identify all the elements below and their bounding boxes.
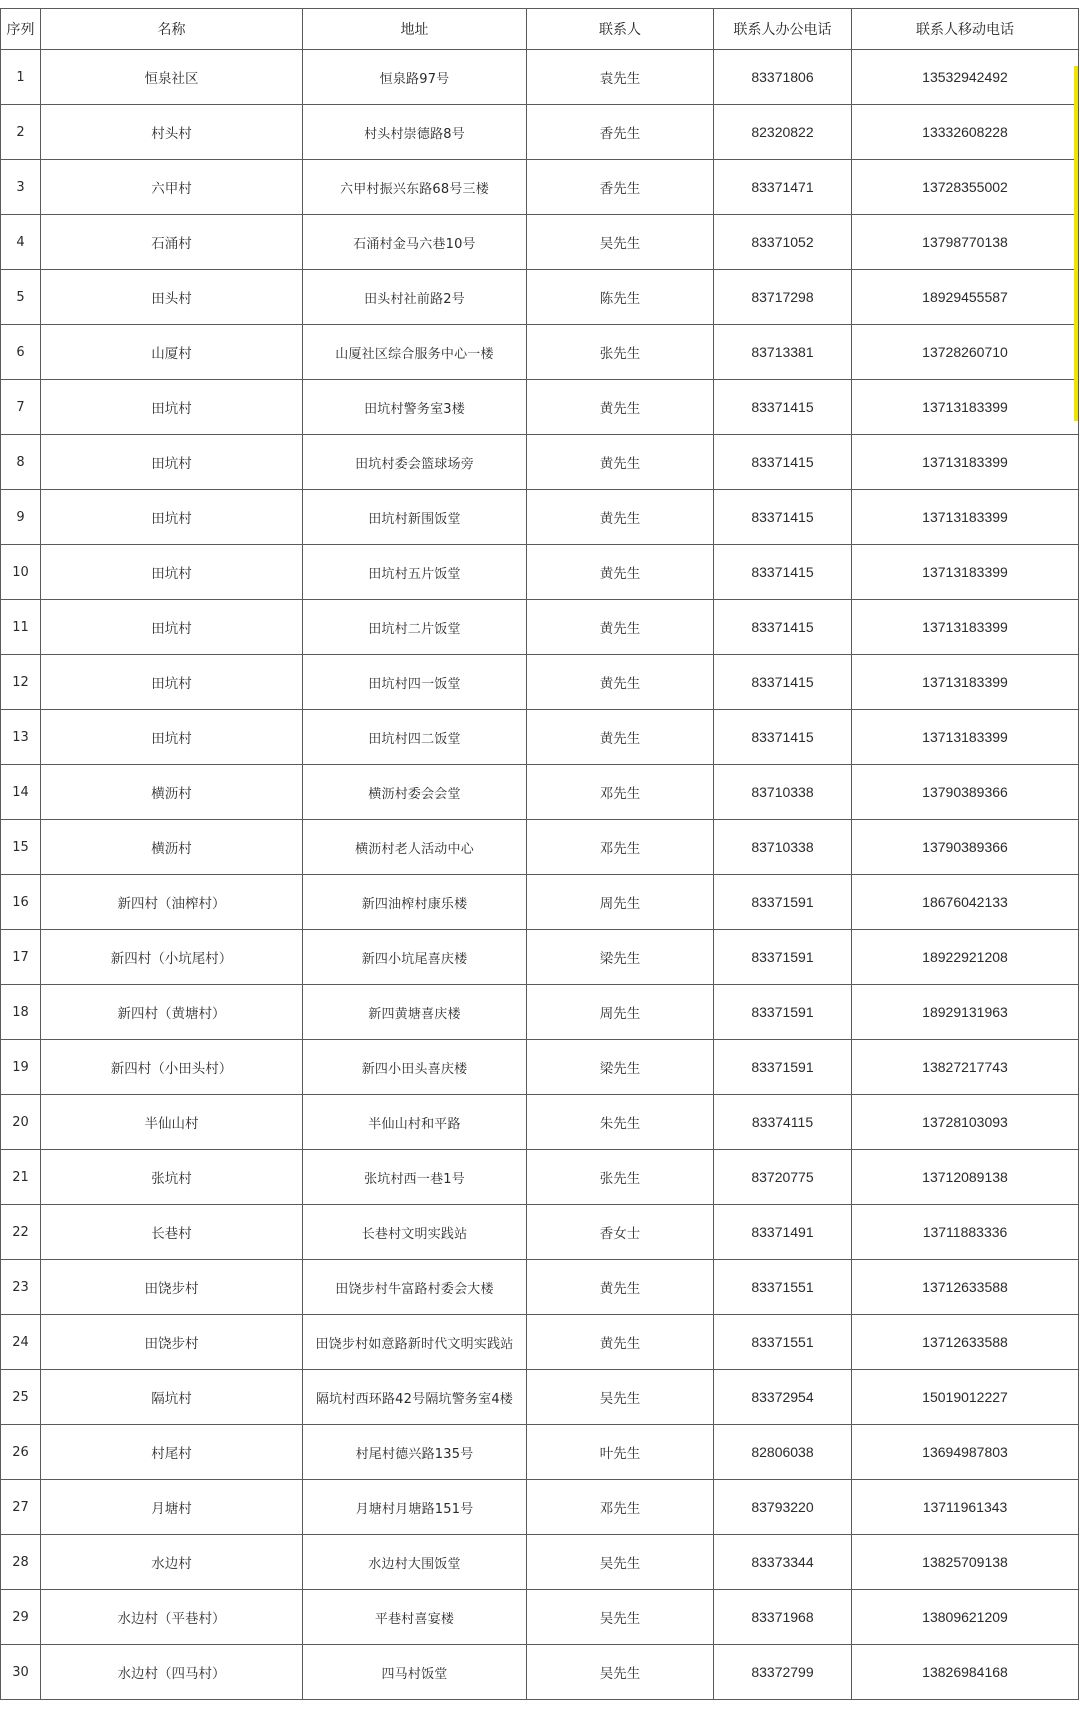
cell-office-phone: 83717298 bbox=[714, 270, 852, 325]
cell-name: 田头村 bbox=[41, 270, 303, 325]
cell-address: 田坑村五片饭堂 bbox=[303, 545, 527, 600]
cell-office-phone: 83371415 bbox=[714, 490, 852, 545]
cell-address: 新四小田头喜庆楼 bbox=[303, 1040, 527, 1095]
table-row bbox=[1, 1150, 1079, 1205]
cell-name: 村尾村 bbox=[41, 1425, 303, 1480]
cell-index: 4 bbox=[1, 215, 41, 270]
cell-office-phone: 83374115 bbox=[714, 1095, 852, 1150]
cell-address: 田坑村四一饭堂 bbox=[303, 655, 527, 710]
table-row bbox=[1, 1205, 1079, 1260]
cell-office-phone: 83371415 bbox=[714, 435, 852, 490]
cell-index: 29 bbox=[1, 1590, 41, 1645]
cell-address: 田饶步村如意路新时代文明实践站 bbox=[303, 1315, 527, 1370]
cell-address: 月塘村月塘路151号 bbox=[303, 1480, 527, 1535]
cell-office-phone: 83371591 bbox=[714, 985, 852, 1040]
cell-name: 田坑村 bbox=[41, 435, 303, 490]
cell-mobile-phone: 13728355002 bbox=[852, 160, 1079, 215]
cell-mobile-phone: 18929455587 bbox=[852, 270, 1079, 325]
cell-mobile-phone: 13713183399 bbox=[852, 490, 1079, 545]
cell-index: 30 bbox=[1, 1645, 41, 1700]
cell-office-phone: 83372799 bbox=[714, 1645, 852, 1700]
cell-name: 田坑村 bbox=[41, 545, 303, 600]
cell-mobile-phone: 13711961343 bbox=[852, 1480, 1079, 1535]
cell-contact: 香先生 bbox=[527, 105, 714, 160]
cell-index: 19 bbox=[1, 1040, 41, 1095]
cell-index: 22 bbox=[1, 1205, 41, 1260]
cell-mobile-phone: 13713183399 bbox=[852, 380, 1079, 435]
cell-address: 新四黄塘喜庆楼 bbox=[303, 985, 527, 1040]
table-row bbox=[1, 985, 1079, 1040]
cell-name: 水边村 bbox=[41, 1535, 303, 1590]
cell-index: 10 bbox=[1, 545, 41, 600]
cell-mobile-phone: 13332608228 bbox=[852, 105, 1079, 160]
table-row bbox=[1, 160, 1079, 215]
cell-office-phone: 83371415 bbox=[714, 380, 852, 435]
cell-mobile-phone: 13826984168 bbox=[852, 1645, 1079, 1700]
cell-name: 新四村（小田头村） bbox=[41, 1040, 303, 1095]
cell-address: 山厦社区综合服务中心一楼 bbox=[303, 325, 527, 380]
header-office-phone: 联系人办公电话 bbox=[714, 9, 852, 50]
cell-name: 村头村 bbox=[41, 105, 303, 160]
cell-address: 田坑村警务室3楼 bbox=[303, 380, 527, 435]
cell-mobile-phone: 13711883336 bbox=[852, 1205, 1079, 1260]
cell-index: 8 bbox=[1, 435, 41, 490]
cell-contact: 朱先生 bbox=[527, 1095, 714, 1150]
table-row bbox=[1, 820, 1079, 875]
cell-contact: 黄先生 bbox=[527, 1260, 714, 1315]
cell-mobile-phone: 15019012227 bbox=[852, 1370, 1079, 1425]
table-header-row bbox=[1, 9, 1079, 50]
cell-name: 六甲村 bbox=[41, 160, 303, 215]
cell-address: 田坑村二片饭堂 bbox=[303, 600, 527, 655]
cell-name: 水边村（四马村） bbox=[41, 1645, 303, 1700]
cell-contact: 叶先生 bbox=[527, 1425, 714, 1480]
cell-contact: 黄先生 bbox=[527, 380, 714, 435]
table-row bbox=[1, 490, 1079, 545]
cell-name: 长巷村 bbox=[41, 1205, 303, 1260]
cell-office-phone: 83371591 bbox=[714, 1040, 852, 1095]
cell-index: 9 bbox=[1, 490, 41, 545]
cell-name: 新四村（黄塘村） bbox=[41, 985, 303, 1040]
cell-index: 7 bbox=[1, 380, 41, 435]
table-row bbox=[1, 655, 1079, 710]
cell-mobile-phone: 13825709138 bbox=[852, 1535, 1079, 1590]
cell-office-phone: 83371551 bbox=[714, 1315, 852, 1370]
cell-name: 水边村（平巷村） bbox=[41, 1590, 303, 1645]
cell-index: 12 bbox=[1, 655, 41, 710]
cell-office-phone: 83713381 bbox=[714, 325, 852, 380]
cell-index: 6 bbox=[1, 325, 41, 380]
cell-office-phone: 83371415 bbox=[714, 710, 852, 765]
cell-contact: 袁先生 bbox=[527, 50, 714, 105]
cell-mobile-phone: 13712633588 bbox=[852, 1260, 1079, 1315]
cell-contact: 吴先生 bbox=[527, 1535, 714, 1590]
cell-address: 横沥村老人活动中心 bbox=[303, 820, 527, 875]
cell-contact: 香先生 bbox=[527, 160, 714, 215]
cell-contact: 梁先生 bbox=[527, 1040, 714, 1095]
cell-address: 村尾村德兴路135号 bbox=[303, 1425, 527, 1480]
cell-contact: 陈先生 bbox=[527, 270, 714, 325]
cell-office-phone: 83793220 bbox=[714, 1480, 852, 1535]
cell-index: 15 bbox=[1, 820, 41, 875]
cell-name: 田饶步村 bbox=[41, 1315, 303, 1370]
cell-office-phone: 83371968 bbox=[714, 1590, 852, 1645]
cell-contact: 邓先生 bbox=[527, 1480, 714, 1535]
cell-contact: 邓先生 bbox=[527, 820, 714, 875]
cell-address: 石涌村金马六巷10号 bbox=[303, 215, 527, 270]
cell-name: 横沥村 bbox=[41, 765, 303, 820]
cell-office-phone: 83371415 bbox=[714, 655, 852, 710]
cell-index: 26 bbox=[1, 1425, 41, 1480]
cell-index: 28 bbox=[1, 1535, 41, 1590]
cell-name: 横沥村 bbox=[41, 820, 303, 875]
yellow-accent-bar bbox=[1074, 66, 1078, 421]
cell-contact: 邓先生 bbox=[527, 765, 714, 820]
table-row bbox=[1, 875, 1079, 930]
cell-contact: 黄先生 bbox=[527, 600, 714, 655]
cell-mobile-phone: 13694987803 bbox=[852, 1425, 1079, 1480]
table-row bbox=[1, 1370, 1079, 1425]
table-row bbox=[1, 270, 1079, 325]
table-row bbox=[1, 1645, 1079, 1700]
cell-name: 田坑村 bbox=[41, 655, 303, 710]
table-row bbox=[1, 325, 1079, 380]
cell-office-phone: 83372954 bbox=[714, 1370, 852, 1425]
cell-index: 25 bbox=[1, 1370, 41, 1425]
table-row bbox=[1, 215, 1079, 270]
header-contact: 联系人 bbox=[527, 9, 714, 50]
cell-index: 24 bbox=[1, 1315, 41, 1370]
cell-contact: 黄先生 bbox=[527, 545, 714, 600]
cell-index: 23 bbox=[1, 1260, 41, 1315]
table-row bbox=[1, 1425, 1079, 1480]
header-mobile-phone: 联系人移动电话 bbox=[852, 9, 1079, 50]
cell-name: 田坑村 bbox=[41, 380, 303, 435]
cell-index: 5 bbox=[1, 270, 41, 325]
cell-office-phone: 83371591 bbox=[714, 930, 852, 985]
cell-mobile-phone: 13713183399 bbox=[852, 710, 1079, 765]
cell-mobile-phone: 13713183399 bbox=[852, 600, 1079, 655]
cell-index: 11 bbox=[1, 600, 41, 655]
cell-contact: 周先生 bbox=[527, 985, 714, 1040]
header-name: 名称 bbox=[41, 9, 303, 50]
cell-address: 田坑村新围饭堂 bbox=[303, 490, 527, 545]
contact-table bbox=[0, 8, 1079, 1700]
cell-address: 田坑村委会篮球场旁 bbox=[303, 435, 527, 490]
cell-name: 月塘村 bbox=[41, 1480, 303, 1535]
cell-contact: 黄先生 bbox=[527, 1315, 714, 1370]
cell-mobile-phone: 13532942492 bbox=[852, 50, 1079, 105]
cell-mobile-phone: 13712633588 bbox=[852, 1315, 1079, 1370]
cell-contact: 张先生 bbox=[527, 1150, 714, 1205]
cell-office-phone: 83371471 bbox=[714, 160, 852, 215]
cell-mobile-phone: 13713183399 bbox=[852, 655, 1079, 710]
cell-contact: 黄先生 bbox=[527, 435, 714, 490]
cell-address: 六甲村振兴东路68号三楼 bbox=[303, 160, 527, 215]
table-row bbox=[1, 1480, 1079, 1535]
cell-mobile-phone: 13728103093 bbox=[852, 1095, 1079, 1150]
cell-mobile-phone: 13809621209 bbox=[852, 1590, 1079, 1645]
table-row bbox=[1, 545, 1079, 600]
cell-name: 张坑村 bbox=[41, 1150, 303, 1205]
cell-index: 20 bbox=[1, 1095, 41, 1150]
cell-contact: 吴先生 bbox=[527, 1370, 714, 1425]
cell-mobile-phone: 13728260710 bbox=[852, 325, 1079, 380]
cell-index: 17 bbox=[1, 930, 41, 985]
cell-contact: 黄先生 bbox=[527, 710, 714, 765]
cell-index: 16 bbox=[1, 875, 41, 930]
cell-address: 四马村饭堂 bbox=[303, 1645, 527, 1700]
cell-index: 3 bbox=[1, 160, 41, 215]
cell-office-phone: 83720775 bbox=[714, 1150, 852, 1205]
cell-index: 2 bbox=[1, 105, 41, 160]
cell-name: 新四村（油榨村） bbox=[41, 875, 303, 930]
cell-mobile-phone: 13798770138 bbox=[852, 215, 1079, 270]
cell-address: 恒泉路97号 bbox=[303, 50, 527, 105]
cell-contact: 吴先生 bbox=[527, 1590, 714, 1645]
header-index: 序列 bbox=[1, 9, 41, 50]
cell-mobile-phone: 18676042133 bbox=[852, 875, 1079, 930]
cell-name: 半仙山村 bbox=[41, 1095, 303, 1150]
table-row bbox=[1, 1095, 1079, 1150]
cell-address: 新四油榨村康乐楼 bbox=[303, 875, 527, 930]
cell-address: 田头村社前路2号 bbox=[303, 270, 527, 325]
cell-address: 平巷村喜宴楼 bbox=[303, 1590, 527, 1645]
table-row bbox=[1, 710, 1079, 765]
cell-office-phone: 83710338 bbox=[714, 765, 852, 820]
table-row bbox=[1, 380, 1079, 435]
cell-address: 横沥村委会会堂 bbox=[303, 765, 527, 820]
cell-name: 隔坑村 bbox=[41, 1370, 303, 1425]
cell-contact: 吴先生 bbox=[527, 215, 714, 270]
cell-name: 新四村（小坑尾村） bbox=[41, 930, 303, 985]
cell-index: 21 bbox=[1, 1150, 41, 1205]
cell-contact: 黄先生 bbox=[527, 655, 714, 710]
cell-address: 长巷村文明实践站 bbox=[303, 1205, 527, 1260]
cell-index: 1 bbox=[1, 50, 41, 105]
cell-mobile-phone: 13827217743 bbox=[852, 1040, 1079, 1095]
table-row bbox=[1, 105, 1079, 160]
cell-office-phone: 83371551 bbox=[714, 1260, 852, 1315]
table-row bbox=[1, 435, 1079, 490]
cell-name: 恒泉社区 bbox=[41, 50, 303, 105]
cell-contact: 吴先生 bbox=[527, 1645, 714, 1700]
table-row bbox=[1, 1590, 1079, 1645]
cell-address: 村头村崇德路8号 bbox=[303, 105, 527, 160]
cell-index: 27 bbox=[1, 1480, 41, 1535]
cell-mobile-phone: 13790389366 bbox=[852, 765, 1079, 820]
cell-office-phone: 83710338 bbox=[714, 820, 852, 875]
cell-name: 田坑村 bbox=[41, 710, 303, 765]
cell-mobile-phone: 13712089138 bbox=[852, 1150, 1079, 1205]
cell-mobile-phone: 13790389366 bbox=[852, 820, 1079, 875]
table-row bbox=[1, 930, 1079, 985]
cell-contact: 张先生 bbox=[527, 325, 714, 380]
cell-address: 田坑村四二饭堂 bbox=[303, 710, 527, 765]
table-row bbox=[1, 1535, 1079, 1590]
cell-address: 隔坑村西环路42号隔坑警务室4楼 bbox=[303, 1370, 527, 1425]
cell-address: 水边村大围饭堂 bbox=[303, 1535, 527, 1590]
cell-office-phone: 82806038 bbox=[714, 1425, 852, 1480]
cell-name: 田坑村 bbox=[41, 600, 303, 655]
cell-address: 田饶步村牛富路村委会大楼 bbox=[303, 1260, 527, 1315]
cell-office-phone: 82320822 bbox=[714, 105, 852, 160]
cell-name: 石涌村 bbox=[41, 215, 303, 270]
cell-index: 18 bbox=[1, 985, 41, 1040]
cell-address: 新四小坑尾喜庆楼 bbox=[303, 930, 527, 985]
cell-mobile-phone: 13713183399 bbox=[852, 545, 1079, 600]
cell-contact: 梁先生 bbox=[527, 930, 714, 985]
cell-index: 14 bbox=[1, 765, 41, 820]
cell-office-phone: 83373344 bbox=[714, 1535, 852, 1590]
cell-mobile-phone: 18922921208 bbox=[852, 930, 1079, 985]
cell-office-phone: 83371415 bbox=[714, 600, 852, 655]
table-row bbox=[1, 765, 1079, 820]
cell-contact: 香女士 bbox=[527, 1205, 714, 1260]
cell-mobile-phone: 13713183399 bbox=[852, 435, 1079, 490]
cell-office-phone: 83371415 bbox=[714, 545, 852, 600]
cell-contact: 周先生 bbox=[527, 875, 714, 930]
cell-name: 山厦村 bbox=[41, 325, 303, 380]
header-address: 地址 bbox=[303, 9, 527, 50]
cell-address: 半仙山村和平路 bbox=[303, 1095, 527, 1150]
cell-index: 13 bbox=[1, 710, 41, 765]
cell-contact: 黄先生 bbox=[527, 490, 714, 545]
cell-name: 田坑村 bbox=[41, 490, 303, 545]
table-row bbox=[1, 600, 1079, 655]
cell-office-phone: 83371052 bbox=[714, 215, 852, 270]
cell-office-phone: 83371591 bbox=[714, 875, 852, 930]
table-body bbox=[1, 50, 1079, 1700]
cell-mobile-phone: 18929131963 bbox=[852, 985, 1079, 1040]
cell-address: 张坑村西一巷1号 bbox=[303, 1150, 527, 1205]
table-row bbox=[1, 50, 1079, 105]
table-row bbox=[1, 1260, 1079, 1315]
cell-office-phone: 83371806 bbox=[714, 50, 852, 105]
table-row bbox=[1, 1040, 1079, 1095]
table-row bbox=[1, 1315, 1079, 1370]
cell-office-phone: 83371491 bbox=[714, 1205, 852, 1260]
contact-sheet bbox=[0, 8, 1078, 1700]
cell-name: 田饶步村 bbox=[41, 1260, 303, 1315]
